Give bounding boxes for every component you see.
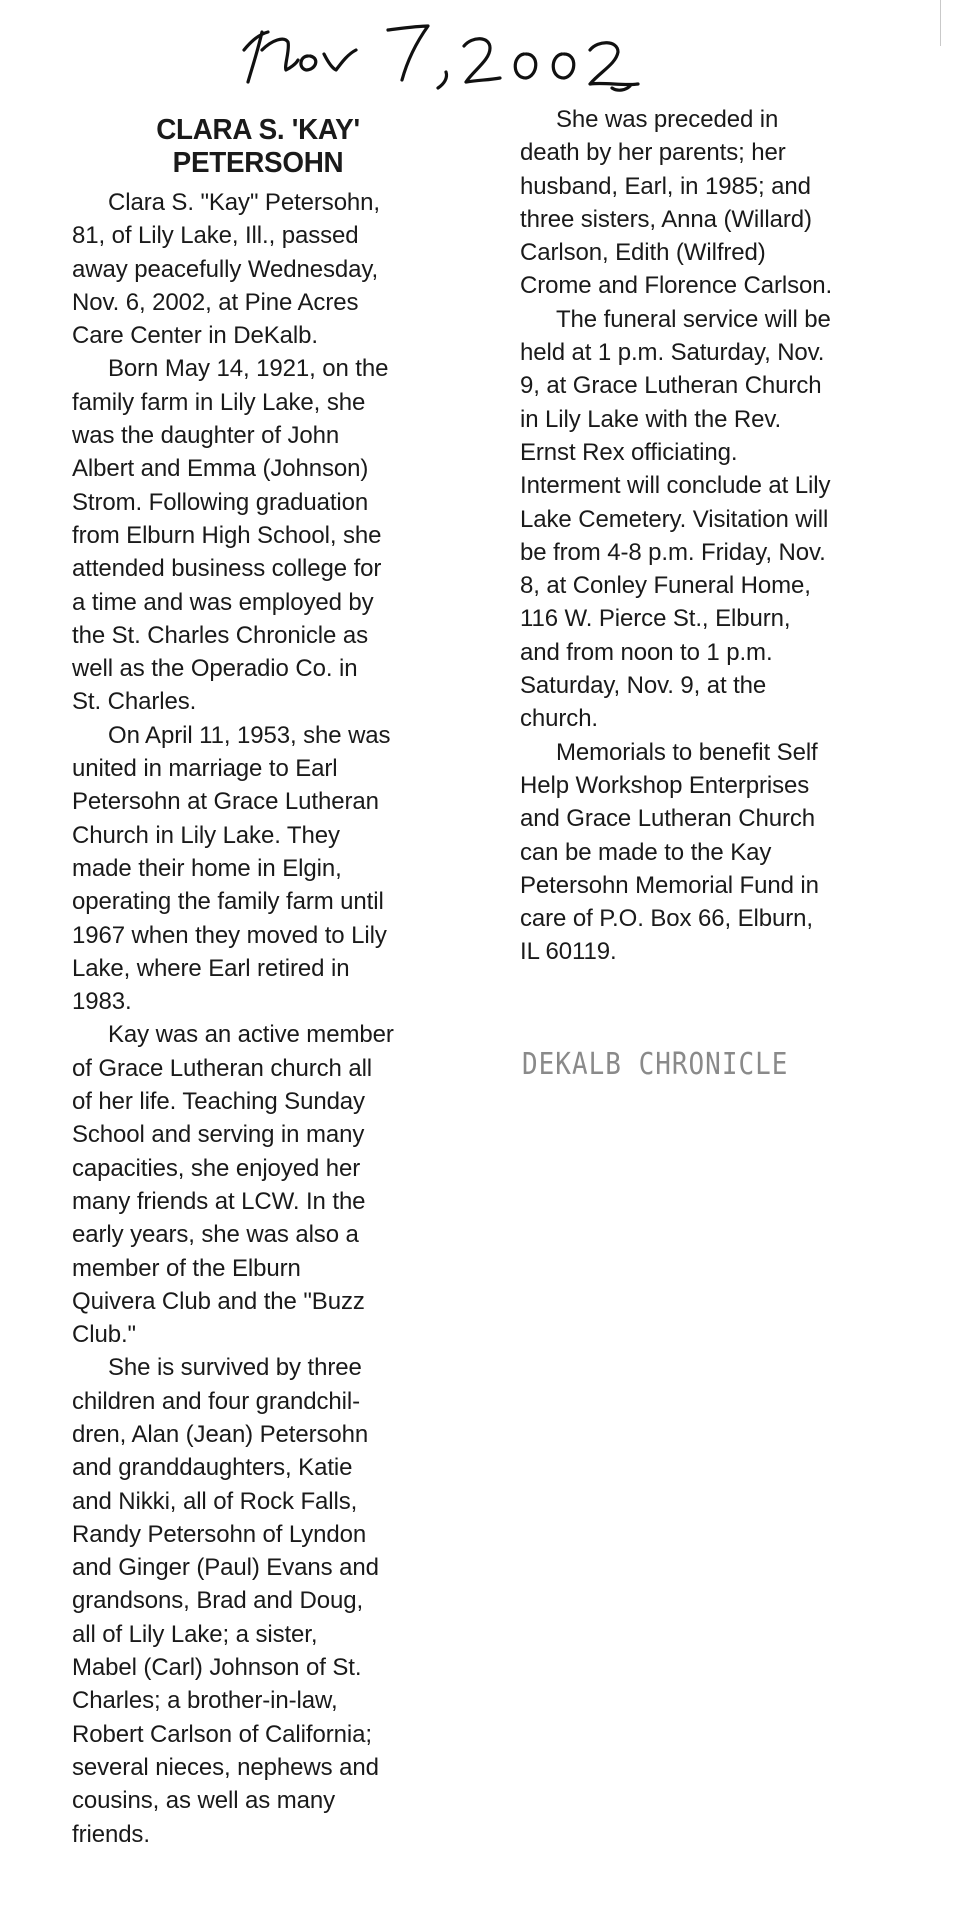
text-line: children and four grandchil- bbox=[72, 1387, 361, 1415]
text-line: several nieces, nephews and bbox=[72, 1753, 379, 1781]
text-line: cousins, as well as many bbox=[72, 1787, 336, 1815]
text-line: 9, at Grace Lutheran Church bbox=[520, 372, 822, 400]
text-line: attended business college for bbox=[72, 555, 382, 583]
text-line: Strom. Following graduation bbox=[72, 488, 369, 516]
text-line: School and serving in many bbox=[72, 1121, 365, 1149]
text-line: Crome and Florence Carlson. bbox=[520, 272, 833, 300]
obituary-headline bbox=[95, 114, 421, 180]
newspaper-stamp: DEKALB CHRONICLE bbox=[522, 1047, 789, 1083]
text-line: Mabel (Carl) Johnson of St. bbox=[72, 1654, 362, 1682]
text-line: Quivera Club and the "Buzz bbox=[72, 1287, 365, 1315]
edge-rule bbox=[940, 0, 941, 46]
text-line: 116 W. Pierce St., Elburn, bbox=[520, 605, 791, 633]
text-line: can be made to the Kay bbox=[520, 838, 772, 866]
text-line: 1967 when they moved to Lily bbox=[72, 921, 387, 949]
text-line: care of P.O. Box 66, Elburn, bbox=[520, 905, 813, 933]
text-line: and from noon to 1 p.m. bbox=[520, 638, 773, 666]
text-line: She is survived by three bbox=[108, 1354, 362, 1382]
text-line: operating the family farm until bbox=[72, 888, 384, 916]
text-line: Kay was an active member bbox=[108, 1021, 394, 1049]
headline-line-1: CLARA S. 'KAY' bbox=[156, 114, 360, 146]
handwritten-date-drawing bbox=[238, 10, 658, 110]
text-line: made their home in Elgin, bbox=[72, 854, 342, 882]
text-line: Born May 14, 1921, on the bbox=[108, 355, 389, 383]
text-line: away peacefully Wednesday, bbox=[72, 255, 379, 283]
text-line: many friends at LCW. In the bbox=[72, 1187, 366, 1215]
text-line: Charles; a brother-in-law, bbox=[72, 1687, 338, 1715]
text-line: On April 11, 1953, she was bbox=[108, 721, 391, 749]
text-line: and Ginger (Paul) Evans and bbox=[72, 1554, 379, 1582]
text-line: Saturday, Nov. 9, at the bbox=[520, 672, 767, 700]
left-text-column bbox=[72, 186, 462, 1851]
text-line: Petersohn Memorial Fund in bbox=[520, 871, 819, 899]
text-line: dren, Alan (Jean) Petersohn bbox=[72, 1420, 369, 1448]
text-line: member of the Elburn bbox=[72, 1254, 301, 1282]
text-line: IL 60119. bbox=[520, 938, 617, 966]
text-line: husband, Earl, in 1985; and bbox=[520, 172, 811, 200]
text-line: of Grace Lutheran church all bbox=[72, 1054, 373, 1082]
text-line: family farm in Lily Lake, she bbox=[72, 388, 366, 416]
text-line: all of Lily Lake; a sister, bbox=[72, 1620, 318, 1648]
text-line: The funeral service will be bbox=[556, 305, 831, 333]
text-line: Church in Lily Lake. They bbox=[72, 821, 340, 849]
text-line: held at 1 p.m. Saturday, Nov. bbox=[520, 339, 825, 367]
text-line: well as the Operadio Co. in bbox=[72, 655, 358, 683]
text-line: Memorials to benefit Self bbox=[556, 738, 818, 766]
text-line: grandsons, Brad and Doug, bbox=[72, 1587, 364, 1615]
handwritten-date bbox=[238, 10, 658, 110]
text-line: friends. bbox=[72, 1820, 150, 1848]
text-line: Ernst Rex officiating. bbox=[520, 438, 738, 466]
text-line: Petersohn at Grace Lutheran bbox=[72, 788, 379, 816]
text-line: be from 4-8 p.m. Friday, Nov. bbox=[520, 538, 826, 566]
text-line: 8, at Conley Funeral Home, bbox=[520, 572, 811, 600]
text-line: 81, of Lily Lake, Ill., passed bbox=[72, 222, 359, 250]
text-line: She was preceded in bbox=[556, 106, 779, 133]
text-line: a time and was employed by bbox=[72, 588, 374, 616]
text-line: capacities, she enjoyed her bbox=[72, 1154, 361, 1182]
text-line: Nov. 6, 2002, at Pine Acres bbox=[72, 288, 359, 316]
text-line: Help Workshop Enterprises bbox=[520, 771, 810, 799]
text-line: Clara S. "Kay" Petersohn, bbox=[108, 189, 381, 216]
text-line: Robert Carlson of California; bbox=[72, 1720, 372, 1748]
right-text-column bbox=[520, 103, 920, 969]
text-line: Carlson, Edith (Wilfred) bbox=[520, 239, 766, 267]
text-line: Care Center in DeKalb. bbox=[72, 322, 318, 350]
text-line: and Grace Lutheran Church bbox=[520, 805, 816, 833]
text-line: three sisters, Anna (Willard) bbox=[520, 205, 812, 233]
text-line: church. bbox=[520, 705, 599, 733]
text-line: 1983. bbox=[72, 988, 132, 1016]
text-line: united in marriage to Earl bbox=[72, 755, 338, 783]
text-line: Lake Cemetery. Visitation will bbox=[520, 505, 829, 533]
text-line: and Nikki, all of Rock Falls, bbox=[72, 1487, 358, 1515]
text-line: Lake, where Earl retired in bbox=[72, 954, 350, 982]
text-line: of her life. Teaching Sunday bbox=[72, 1088, 365, 1116]
text-line: St. Charles. bbox=[72, 688, 197, 716]
text-line: Albert and Emma (Johnson) bbox=[72, 455, 369, 483]
text-line: from Elburn High School, she bbox=[72, 521, 382, 549]
headline-line-2: PETERSOHN bbox=[172, 147, 344, 179]
text-line: and granddaughters, Katie bbox=[72, 1454, 353, 1482]
text-line: was the daughter of John bbox=[72, 422, 340, 450]
text-line: in Lily Lake with the Rev. bbox=[520, 405, 782, 433]
text-line: Interment will conclude at Lily bbox=[520, 472, 831, 500]
text-line: Club." bbox=[72, 1321, 136, 1349]
text-line: Randy Petersohn of Lyndon bbox=[72, 1520, 367, 1548]
text-line: death by her parents; her bbox=[520, 139, 786, 167]
text-line: early years, she was also a bbox=[72, 1221, 359, 1249]
text-line: the St. Charles Chronicle as bbox=[72, 621, 369, 649]
